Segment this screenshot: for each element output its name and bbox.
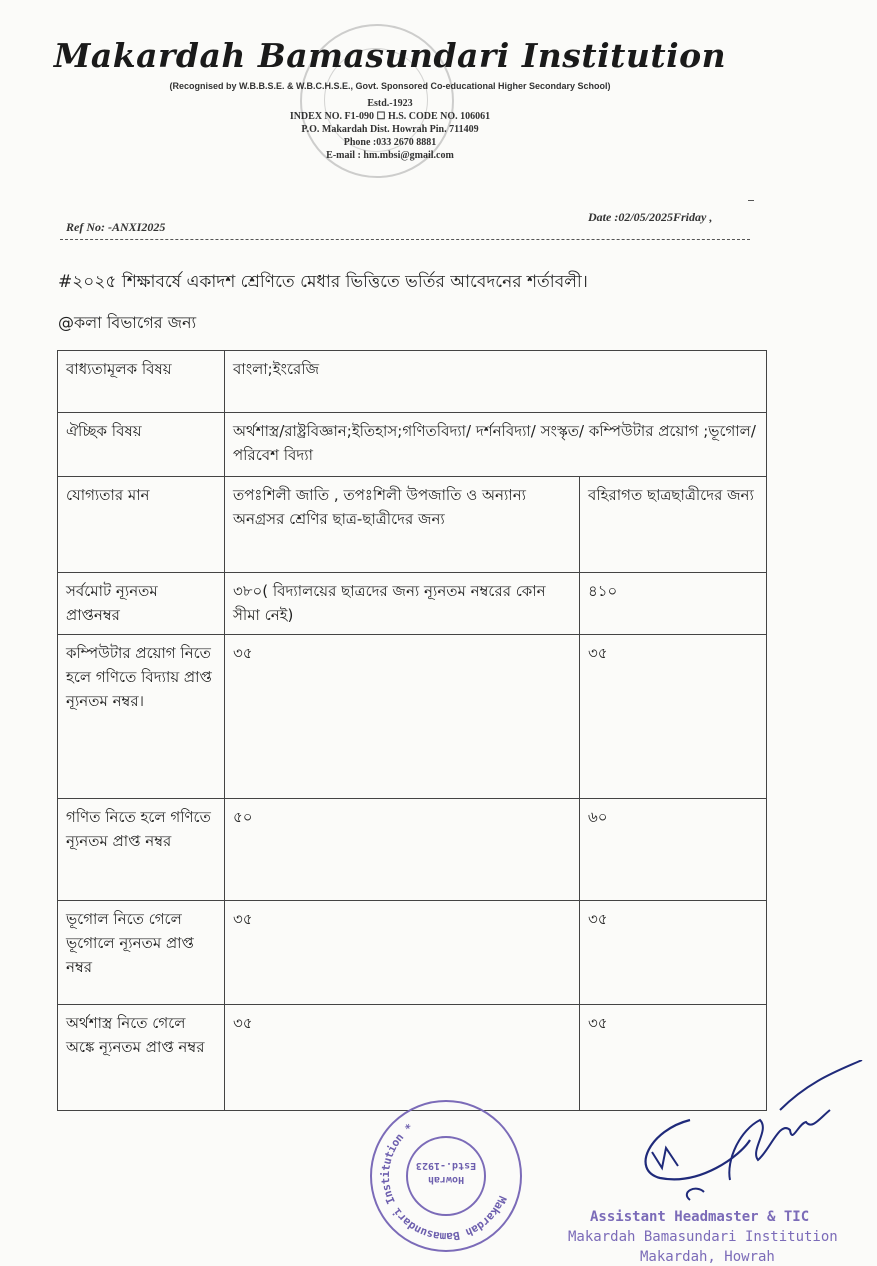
phone-line: Phone :033 2670 8881 [343,137,437,148]
recognition-line: (Recognised by W.B.B.S.E. & W.B.C.H.S.E., Govt. Sponsored Co-educational Higher Secondary School) [169,81,611,91]
document-date: Date :02/05/2025Friday , [588,210,713,224]
table-row [58,635,767,799]
signatory-title: Assistant Headmaster & TIC [590,1209,810,1225]
external-value: ৩৫ [580,635,767,799]
established-line: Estd.-1923 [367,98,413,109]
table-row [58,573,767,635]
row-value: বাংলা;ইংরেজি [225,351,767,413]
stamp-established: Estd.-1923 [415,1160,477,1171]
row-label: অর্থশাস্ত্র নিতে গেলে অঙ্কে ন্যূনতম প্রাপ্ত নম্বর [58,1005,225,1111]
dashed-divider [60,239,750,240]
divider-mark [748,200,754,201]
reserved-value: ৫০ [225,799,580,901]
notice-heading: #২০২৫ শিক্ষাবর্ষে একাদশ শ্রেণিতে মেধার ভিত্তিতে ভর্তির আবেদনের শর্তাবলী। [58,272,588,292]
stamp-center-text [410,1158,482,1186]
table-row [58,351,767,413]
stamp-ring-text: Makardah Bamasundari Institution * [378,1120,509,1244]
notice-subheading: @কলা বিভাগের জন্য [58,313,197,332]
table-row [58,799,767,901]
external-value: ৩৫ [580,1005,767,1111]
table-row [58,413,767,477]
external-students-header: বহিরাগত ছাত্রছাত্রীদের জন্য [580,477,767,573]
row-label: যোগ্যতার মান [58,477,225,573]
address-line: P.O. Makardah Dist. Howrah Pin. 711409 [301,124,479,135]
row-label: সর্বমোট ন্যূনতম প্রাপ্তনম্বর [58,573,225,635]
row-label: গণিত নিতে হলে গণিতে ন্যূনতম প্রাপ্ত নম্বর [58,799,225,901]
external-value: ৩৫ [580,901,767,1005]
row-label: ভূগোল নিতে গেলে ভূগোলে ন্যূনতম প্রাপ্ত নম্বর [58,901,225,1005]
institution-name: Makardah Bamasundari Institution [53,36,727,75]
row-label: বাধ্যতামূলক বিষয় [58,351,225,413]
reserved-value: ৩৫ [225,635,580,799]
reserved-value: ৩৮০( বিদ্যালয়ের ছাত্রদের জন্য ন্যূনতম নম্বরের কোন সীমা নেই) [225,573,580,635]
row-value: অর্থশাস্ত্র/রাষ্ট্রবিজ্ঞান;ইতিহাস;গণিতবিদ্যা/ দর্শনবিদ্যা/ সংস্কৃত/ কম্পিউটার প্রয়োগ ;ভূগোল/পরিবেশ বিদ্যা [225,413,767,477]
row-label: ঐচ্ছিক বিষয় [58,413,225,477]
table-row [58,901,767,1005]
reserved-value: ৩৫ [225,901,580,1005]
external-value: ৪১০ [580,573,767,635]
stamp-place: Howrah [427,1174,465,1185]
handwritten-signature [630,1060,870,1205]
external-value: ৬০ [580,799,767,901]
admission-conditions-table [57,350,767,1111]
email-line: E-mail : hm.mbsi@gmail.com [326,150,454,161]
signatory-place: Makardah, Howrah [640,1249,775,1265]
institution-stamp [370,1100,522,1252]
reserved-category-header: তপঃশিলী জাতি , তপঃশিলী উপজাতি ও অন্যান্য অনগ্রসর শ্রেণির ছাত্র-ছাত্রীদের জন্য [225,477,580,573]
signatory-institution: Makardah Bamasundari Institution [568,1229,838,1245]
reserved-value: ৩৫ [225,1005,580,1111]
table-row [58,477,767,573]
row-label: কম্পিউটার প্রয়োগ নিতে হলে গণিতে বিদ্যায় প্রাপ্ত ন্যূনতম নম্বর। [58,635,225,799]
index-codes-line: INDEX NO. F1-090 ☐ H.S. CODE NO. 106061 [289,111,491,122]
reference-number: Ref No: -ANXI2025 [66,220,166,234]
